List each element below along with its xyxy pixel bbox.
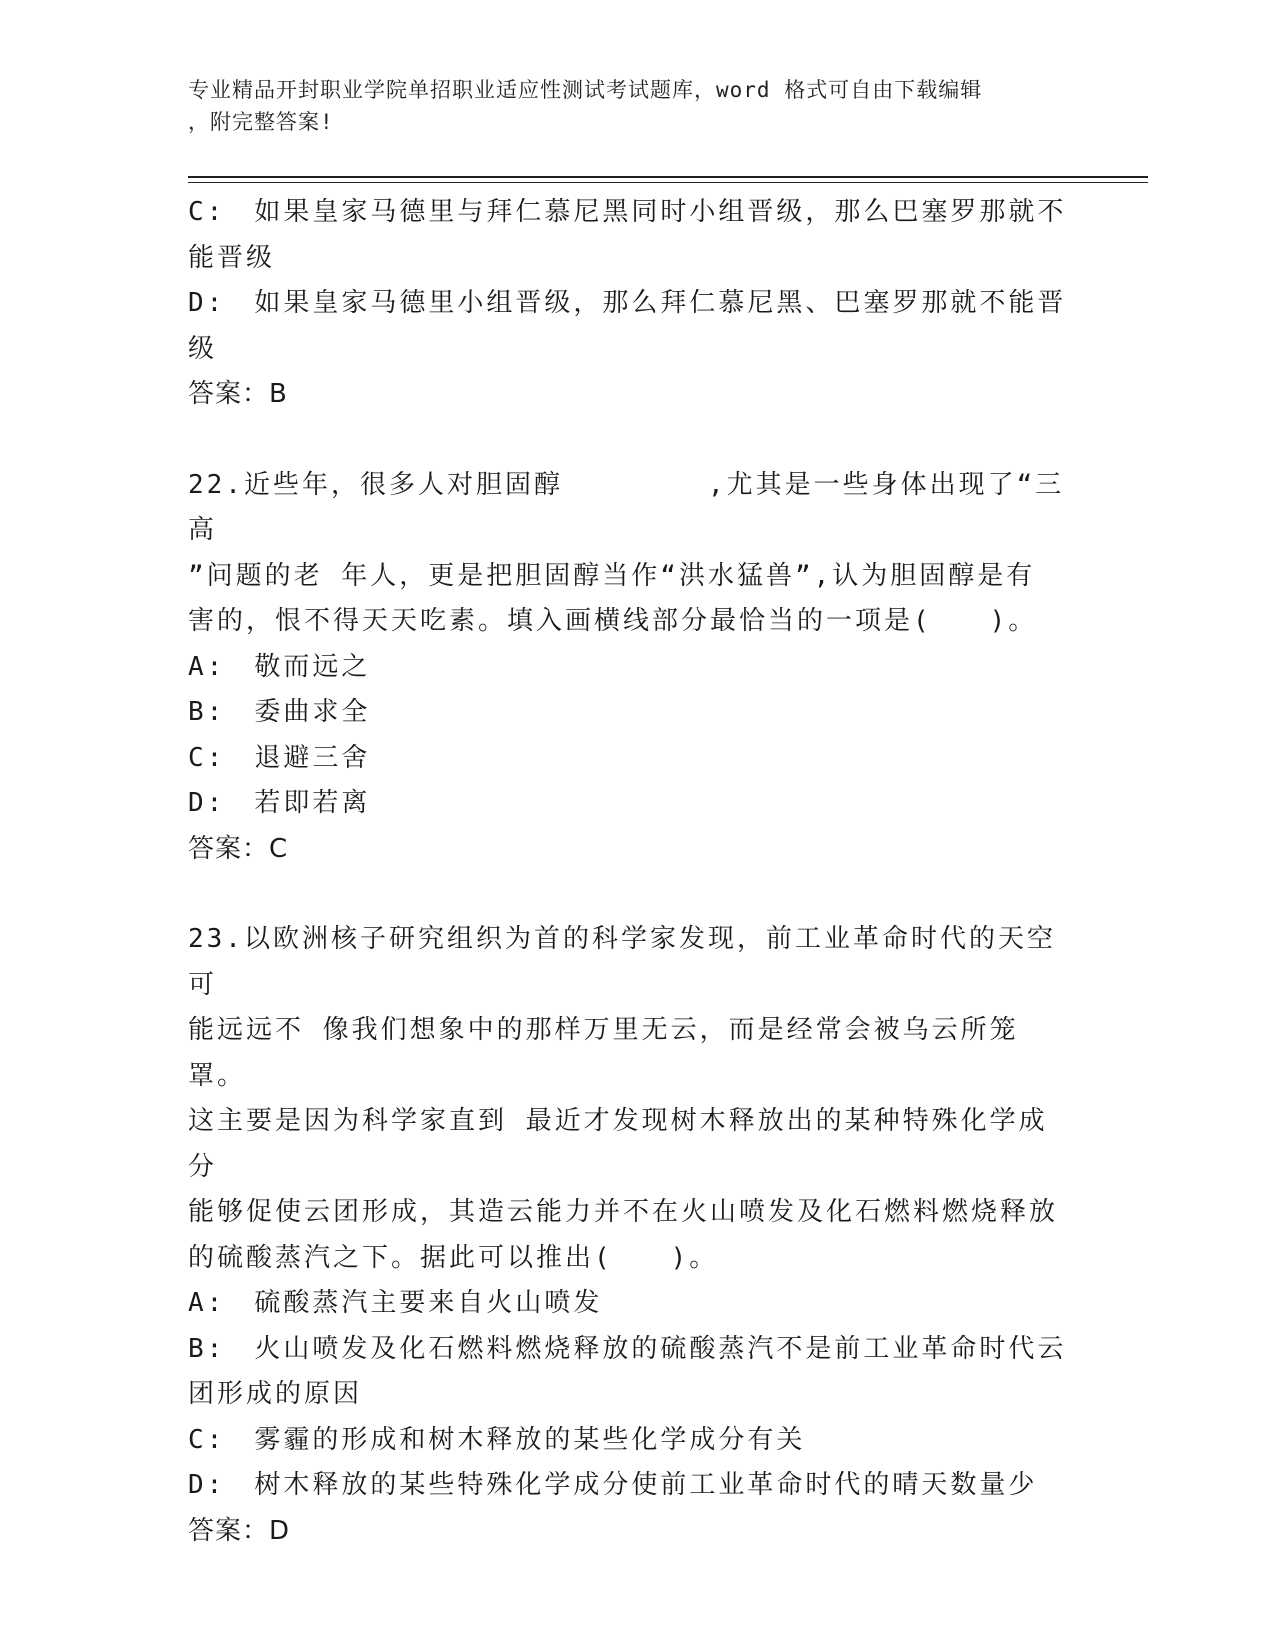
page-header [188, 74, 1068, 138]
option-key: C: [188, 197, 226, 227]
header-rule-thin [188, 182, 1148, 183]
header-rule-thick [188, 176, 1148, 178]
option-key: C: [188, 742, 226, 773]
q22-stem-line-2: ”问题的老 年人，更是把胆固醇当作“洪水猛兽”,认为胆固醇是有 [188, 560, 1036, 591]
q21-answer: 答案：B [188, 379, 288, 409]
q23-stem-line-2: 能远远不 像我们想象中的那样万里无云，而是经常会被乌云所笼罩。 [188, 1015, 1019, 1091]
option-key: D: [188, 788, 226, 818]
q23-option-a [188, 1281, 1068, 1327]
option-key: A: [188, 1288, 226, 1318]
q21-option-d [188, 281, 1068, 372]
q23-stem-line-3: 这主要是因为科学家直到 最近才发现树木释放出的某种特殊化学成分 [188, 1106, 1048, 1182]
option-key: C: [188, 1424, 226, 1455]
spacer [188, 872, 1068, 917]
option-text: 硫酸蒸汽主要来自火山喷发 [254, 1288, 603, 1318]
q23-option-d [188, 1463, 1068, 1509]
q23-stem-line-5: 的硫酸蒸汽之下。据此可以推出( )。 [188, 1242, 719, 1273]
option-key: B: [188, 697, 226, 727]
option-key: B: [188, 1333, 226, 1364]
option-text: 如果皇家马德里小组晋级，那么拜仁慕尼黑、巴塞罗那就不能晋级 [188, 288, 1067, 364]
header-line-1: 专业精品开封职业学院单招职业适应性测试考试题库，word 格式可自由下载编辑 [188, 78, 983, 102]
q23-stem-line-1: 23.以欧洲核子研究组织为首的科学家发现，前工业革命时代的天空可 [188, 924, 1056, 1000]
option-text: 委曲求全 [254, 697, 371, 727]
option-text: 雾霾的形成和树木释放的某些化学成分有关 [254, 1424, 806, 1455]
q22-answer: 答案：C [188, 833, 289, 864]
option-text: 如果皇家马德里与拜仁慕尼黑同时小组晋级，那么巴塞罗那就不能晋级 [188, 197, 1067, 273]
q23-stem-line-4: 能够促使云团形成，其造云能力并不在火山喷发及化石燃料燃烧释放 [188, 1197, 1059, 1227]
q21-option-c [188, 190, 1068, 281]
option-text: 若即若离 [254, 788, 371, 818]
q22-stem-line-1: 22.近些年，很多人对胆固醇 ,尤其是一些身体出现了“三高 [188, 469, 1065, 545]
option-text: 树木释放的某些特殊化学成分使前工业革命时代的晴天数量少 [254, 1470, 1038, 1500]
q22-stem-line-3: 害的，恨不得天天吃素。填入画横线部分最恰当的一项是( )。 [188, 606, 1038, 636]
option-text: 退避三舍 [254, 742, 371, 773]
q22-option-b [188, 690, 1068, 736]
q22-option-d [188, 781, 1068, 827]
spacer [188, 418, 1068, 463]
q23-option-b [188, 1327, 1068, 1418]
q23-answer: 答案：D [188, 1515, 291, 1546]
option-key: D: [188, 1470, 226, 1500]
option-key: D: [188, 288, 226, 318]
question-23 [188, 917, 1068, 1554]
option-text: 火山喷发及化石燃料燃烧释放的硫酸蒸汽不是前工业革命时代云团形成的原因 [188, 1333, 1067, 1409]
q22-option-a [188, 645, 1068, 691]
question-22 [188, 463, 1068, 873]
option-key: A: [188, 651, 226, 682]
q23-option-c [188, 1418, 1068, 1464]
option-text: 敬而远之 [254, 651, 371, 682]
questions-body [188, 190, 1068, 1554]
question-21-tail [188, 190, 1068, 418]
header-line-2: ，附完整答案! [188, 110, 334, 134]
q22-option-c [188, 736, 1068, 782]
